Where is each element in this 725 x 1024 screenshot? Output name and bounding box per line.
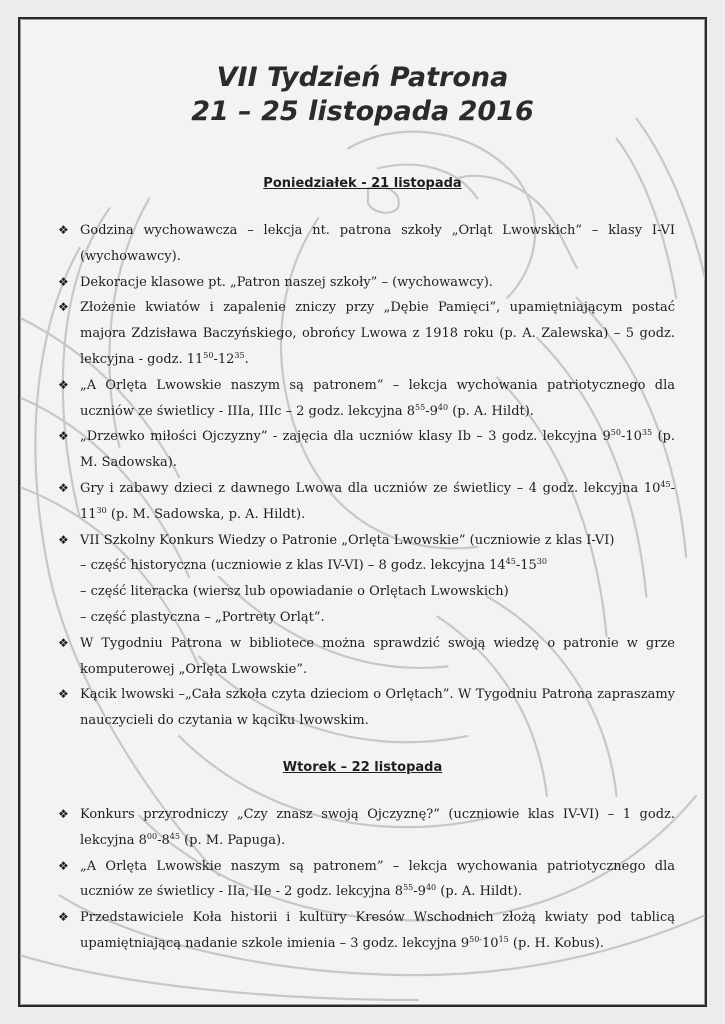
title-line-2: 21 – 25 listopada 2016 (191, 96, 534, 127)
page-frame (18, 17, 707, 1007)
time-superscript: 55 (415, 402, 426, 412)
item-text: „A Orlęta Lwowskie naszym są patronem” – lekcja wychowania patriotycznego dla uczniów ze świetlicy - IIa, IIe - 2 godz. lekcyjna 8 (80, 858, 675, 900)
item-text: Przedstawiciele Koła historii i kultury Kresów Wschodnich złożą kwiaty pod tablicą upamiętniającą nadanie szkole imienia – 3 godz. lekcyjna 9 (80, 910, 675, 951)
time-superscript: 30 (536, 557, 547, 567)
diamond-bullet-icon: ❖ (58, 687, 69, 702)
time-superscript: 45 (505, 557, 516, 567)
time-superscript: 35 (234, 350, 245, 360)
item-text: „Drzewko miłości Ojczyzny” - zajęcia dla uczniów klasy Ib – 3 godz. lekcyjna 9 (80, 429, 611, 445)
item-text: W Tygodniu Patrona w bibliotece można sprawdzić swoją wiedzę o patronie w grze komputerowej „Orlęta Lwowskie”. (80, 635, 675, 677)
item-text: Kącik lwowski –„Cała szkoła czyta dzieciom o Orlętach”. W Tygodniu Patrona zapraszamy nauczycieli do czytania w kąciku lwowskim. (80, 687, 675, 729)
item-text: Gry i zabawy dzieci z dawnego Lwowa dla uczniów ze świetlicy – 4 godz. lekcyjna 10 (80, 480, 661, 496)
sub-line (80, 579, 675, 605)
diamond-bullet-icon: ❖ (58, 377, 69, 392)
list-item (58, 270, 675, 296)
title-line-1: VII Tydzień Patrona (216, 62, 509, 93)
time-superscript: 30 (96, 505, 107, 515)
item-text: (p. M. Sadowska). (80, 429, 675, 471)
diamond-bullet-icon: ❖ (58, 480, 69, 495)
item-text: 10 (482, 935, 499, 951)
list-item (58, 905, 675, 957)
item-text: Konkurs przyrodniczy „Czy znasz swoją Ojczyznę?” (uczniowie klas IV-VI) – 1 godz. lekcyjna 8 (80, 807, 675, 848)
list-item (58, 476, 675, 528)
list-item (58, 218, 675, 270)
time-superscript: 55 (403, 883, 414, 893)
page-title (20, 61, 705, 129)
list-item (58, 424, 675, 476)
day-heading-tuesday: Wtorek – 22 listopada (282, 760, 443, 775)
item-text: -15 (515, 558, 537, 574)
item-text: -11 (80, 480, 675, 522)
diamond-bullet-icon: ❖ (58, 300, 69, 315)
diamond-bullet-icon: ❖ (58, 910, 69, 925)
diamond-bullet-icon: ❖ (58, 223, 69, 237)
item-text: Godzina wychowawcza – lekcja nt. patrona szkoły „Orląt Lwowskich” – klasy I-VI (wychowawcy). (80, 223, 675, 264)
item-text: – część plastyczna – „Portrety Orląt”. (80, 609, 325, 625)
diamond-bullet-icon: ❖ (58, 274, 69, 289)
item-text: VII Szkolny Konkurs Wiedzy o Patronie „Orlęta Lwowskie” (uczniowie z klas I-VI) (80, 532, 615, 548)
time-superscript: 50 (203, 350, 214, 360)
time-superscript: 40 (425, 883, 437, 893)
sub-line (80, 553, 675, 579)
time-superscript: 15 (498, 934, 509, 944)
time-superscript: 00 (146, 831, 158, 841)
item-text: . (244, 351, 249, 367)
item-text: (p. A. Hildt). (436, 884, 522, 900)
list-item (58, 528, 675, 631)
item-text: (p. M. Papuga). (179, 832, 286, 848)
item-text: -8 (157, 832, 170, 848)
time-superscript: 50 (610, 428, 621, 438)
list-item (58, 802, 675, 854)
list-item (58, 631, 675, 683)
time-superscript: 45 (169, 831, 180, 841)
item-text: – część literacka (wiersz lub opowiadanie o Orlętach Lwowskich) (80, 584, 509, 600)
tuesday-events-list (58, 802, 675, 957)
list-item (58, 682, 675, 734)
diamond-bullet-icon: ❖ (58, 532, 69, 547)
time-superscript: 50- (469, 934, 483, 944)
item-text: -9 (425, 403, 438, 419)
diamond-bullet-icon: ❖ (58, 635, 69, 650)
time-superscript: 40 (437, 402, 449, 412)
list-item (58, 295, 675, 372)
time-superscript: 45 (660, 479, 671, 489)
day-heading-monday: Poniedziałek - 21 listopada (263, 176, 462, 191)
list-item (58, 854, 675, 906)
diamond-bullet-icon: ❖ (58, 858, 69, 873)
time-superscript: 35 (641, 428, 653, 438)
sub-line (80, 605, 675, 631)
item-text: (p. M. Sadowska, p. A. Hildt). (106, 506, 306, 522)
item-text: „A Orlęta Lwowskie naszym są patronem” – lekcja wychowania patriotycznego dla uczniów ze świetlicy - IIIa, IIIc – 2 godz. lekcyjna 8 (80, 377, 675, 419)
diamond-bullet-icon: ❖ (58, 807, 69, 821)
list-item (58, 373, 675, 425)
item-text: Złożenie kwiatów i zapalenie zniczy przy „Dębie Pamięci”, upamiętniającym postać majora Zdzisława Baczyńskiego, obrońcy Lwowa z 1918 roku (p. A. Zalewska) – 5 godz. lekcyjna - godz. 11 (80, 300, 675, 367)
item-text: (p. H. Kobus). (508, 935, 604, 951)
item-text: Dekoracje klasowe pt. „Patron naszej szkoły” – (wychowawcy). (80, 274, 493, 290)
diamond-bullet-icon: ❖ (58, 429, 69, 444)
item-text: -9 (413, 884, 426, 900)
item-text: -10 (620, 429, 642, 445)
item-text: -12 (213, 351, 235, 367)
monday-events-list (58, 218, 675, 734)
item-text: (p. A. Hildt). (448, 403, 534, 419)
item-text: – część historyczna (uczniowie z klas IV-VI) – 8 godz. lekcyjna 14 (80, 558, 506, 574)
